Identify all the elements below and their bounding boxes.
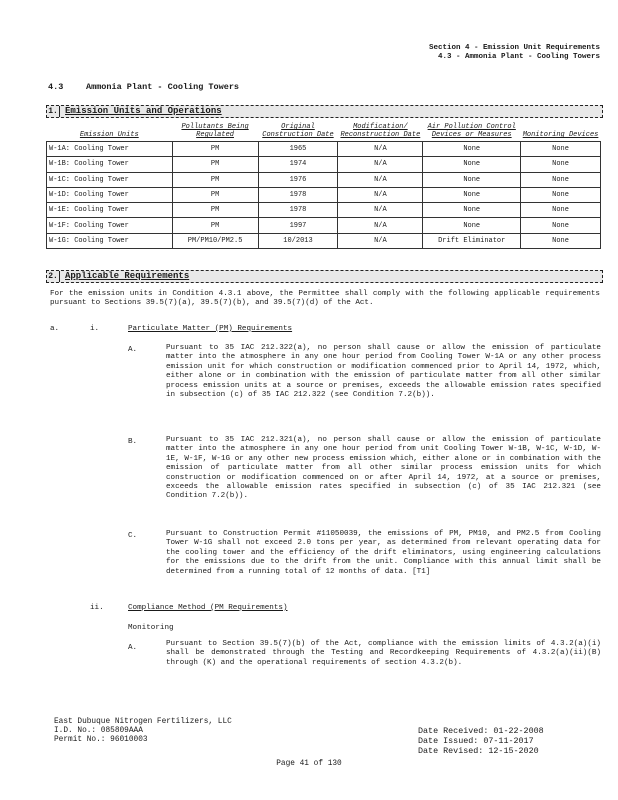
page-number: Page 41 of 130 [276, 760, 342, 768]
cell-modification: N/A [338, 142, 423, 157]
cell-pollutant: PM [172, 157, 258, 172]
footer-left [54, 718, 232, 745]
pm-requirements-heading: Particulate Matter (PM) Requirements [128, 325, 293, 333]
cell-control: Drift Eliminator [423, 233, 521, 248]
cell-construction: 1974 [258, 157, 338, 172]
cell-monitoring: None [521, 157, 601, 172]
cell-construction: 1997 [258, 218, 338, 233]
cell-modification: N/A [338, 218, 423, 233]
header-line-2: 4.3 - Ammonia Plant - Cooling Towers [437, 53, 600, 61]
cell-control: None [423, 172, 521, 187]
date-received: Date Received: 01-22-2008 [418, 726, 544, 736]
cell-construction: 1978 [258, 203, 338, 218]
table-header-row [47, 123, 601, 142]
cell-construction: 1965 [258, 142, 338, 157]
date-revised: Date Revised: 12-15-2020 [418, 746, 539, 756]
running-header [429, 44, 600, 62]
cell-monitoring: None [521, 218, 601, 233]
column-header: Pollutants Being Regulated [181, 123, 249, 139]
part-2-bar [46, 270, 603, 283]
cell-control: None [423, 187, 521, 202]
item-letter: A. [128, 346, 138, 354]
cell-monitoring: None [521, 187, 601, 202]
subsection-roman: i. [90, 325, 100, 333]
cell-modification: N/A [338, 157, 423, 172]
item-text: Pursuant to Section 39.5(7)(b) of the Act, compliance with the emission limits of 4.3.2(a)(i) shall be demonstrated through the Testing and Recordkeeping Requirements of 4.3.2(a)(ii)(B) through (K) and the operational requirements of section 4.3.2(b). [166, 640, 601, 667]
cell-unit: W-1B: Cooling Tower [47, 157, 173, 172]
cell-pollutant: PM [172, 142, 258, 157]
cell-unit: W-1G: Cooling Tower [47, 233, 173, 248]
cell-control: None [423, 203, 521, 218]
section-heading [48, 82, 239, 92]
part-1-number: 1. [47, 106, 60, 117]
cell-pollutant: PM [172, 172, 258, 187]
compliance-roman: ii. [90, 604, 104, 612]
cell-pollutant: PM [172, 218, 258, 233]
cell-unit: W-1A: Cooling Tower [47, 142, 173, 157]
cell-pollutant: PM [172, 187, 258, 202]
permit-number: Permit No.: 96010003 [54, 736, 148, 744]
cell-monitoring: None [521, 172, 601, 187]
cell-monitoring: None [521, 142, 601, 157]
table-row [47, 172, 601, 187]
table-row [47, 157, 601, 172]
cell-monitoring: None [521, 203, 601, 218]
item-letter: C. [128, 532, 138, 540]
cell-modification: N/A [338, 172, 423, 187]
column-header: Original Construction Date [262, 123, 334, 139]
header-line-1: Section 4 - Emission Unit Requirements [428, 44, 600, 52]
cell-modification: N/A [338, 233, 423, 248]
item-text: Pursuant to 35 IAC 212.322(a), no person shall cause or allow the emission of particulate matter into the atmosphere in any one hour period from Cooling Tower W-1A or any other process emission unit for which construction or modification commenced prior to April 14, 1972, which, either alone or in combination with the emission of particulate matter from all other similar process emission units at a source or premises, exceeds the allowable emission rates specified in subsection (c) of 35 IAC 212.322 (see Condition 7.2(b)). [166, 344, 601, 400]
item-text: Pursuant to Construction Permit #11050039, the emissions of PM, PM10, and PM2.5 from Cooling Tower W-1G shall not exceed 2.0 tons per year, as determined from relevant operating data for the cooling tower and the efficiency of the drift eliminators, using engineering calculations for the emissions due to the drift from the unit. Compliance with this annual limit shall be determined from a running total of 12 months of data. [T1] [166, 530, 601, 576]
cell-control: None [423, 218, 521, 233]
table-row [47, 187, 601, 202]
applicable-intro: For the emission units in Condition 4.3.1 above, the Permittee shall comply with the following applicable requirements pursuant to Sections 39.5(7)(a), 39.5(7)(b), and 39.5(7)(d) of the Act. [50, 290, 600, 308]
table-row [47, 218, 601, 233]
part-2-number: 2. [47, 271, 60, 282]
cell-pollutant: PM/PM10/PM2.5 [172, 233, 258, 248]
column-header: Monitoring Devices [522, 131, 599, 139]
cell-unit: W-1F: Cooling Tower [47, 218, 173, 233]
cell-unit: W-1D: Cooling Tower [47, 187, 173, 202]
column-header: Emission Units [79, 131, 139, 139]
column-header: Modification/ Reconstruction Date [340, 123, 421, 139]
part-2-title: Applicable Requirements [65, 271, 190, 281]
cell-pollutant: PM [172, 203, 258, 218]
item-text: Pursuant to 35 IAC 212.321(a), no person shall cause or allow the emission of particulate matter into the atmosphere in any one hour period from unit Cooling Tower W-1B, W-1C, W-1D, W-1E, W-1F, W-1G or any other new process emission which, either alone or in combination with the emission of particulate matter from all other similar process emission units for which construction or modification commenced on or after April 14, 1972, at a source or premises, exceeds the allowable emission rates specified in subsection (c) of 35 IAC 212.321 (see Condition 7.2(b)). [166, 436, 601, 501]
table-row [47, 203, 601, 218]
date-issued: Date Issued: 07-11-2017 [418, 736, 534, 746]
cell-unit: W-1E: Cooling Tower [47, 203, 173, 218]
cell-modification: N/A [338, 187, 423, 202]
table-row [47, 142, 601, 157]
footer-right [418, 726, 544, 756]
section-number: 4.3 [48, 82, 64, 92]
monitoring-label: Monitoring [128, 624, 174, 632]
cell-monitoring: None [521, 233, 601, 248]
compliance-heading: Compliance Method (PM Requirements) [128, 604, 288, 612]
cell-construction: 1978 [258, 187, 338, 202]
id-number: I.D. No.: 085809AAA [54, 727, 143, 735]
cell-modification: N/A [338, 203, 423, 218]
emission-units-table [46, 123, 601, 249]
part-1-title: Emission Units and Operations [65, 106, 222, 116]
cell-unit: W-1C: Cooling Tower [47, 172, 173, 187]
item-letter: B. [128, 438, 138, 446]
table-row [47, 233, 601, 248]
column-header: Air Pollution Control Devices or Measures [427, 123, 516, 139]
cell-control: None [423, 142, 521, 157]
subsection-label: a. [50, 325, 60, 333]
cell-construction: 10/2013 [258, 233, 338, 248]
company-name: East Dubuque Nitrogen Fertilizers, LLC [54, 718, 232, 726]
section-title: Ammonia Plant - Cooling Towers [86, 82, 240, 92]
part-1-bar [46, 105, 603, 118]
cell-construction: 1976 [258, 172, 338, 187]
item-letter: A. [128, 644, 138, 652]
cell-control: None [423, 157, 521, 172]
